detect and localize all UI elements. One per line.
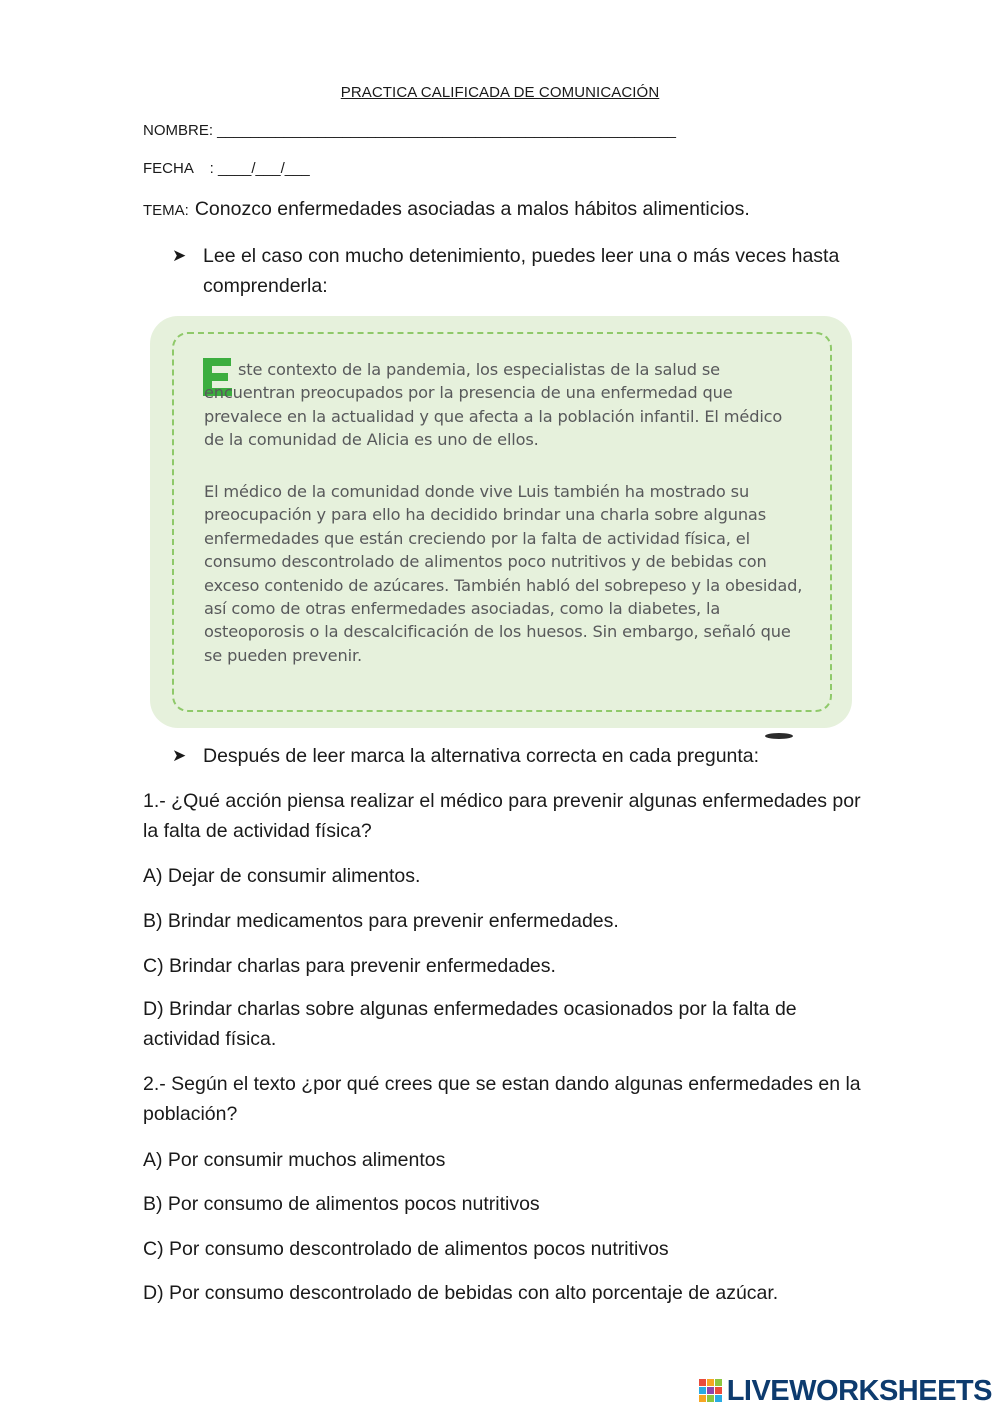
instruction-read-case — [172, 241, 852, 301]
question-1-option-a[interactable]: A) Dejar de consumir alimentos. — [143, 865, 421, 887]
ink-smudge — [765, 733, 793, 739]
case-paragraph-2: El médico de la comunidad donde vive Luis también ha mostrado su preocupación y para ello ha decidido brindar una charla sobre algunas enfermedades que están creciendo por la falta de actividad física, el consumo descontrolado de alimentos poco nutritivos y de bebidas con exceso contenido de azúcares. También habló del sobrepeso y la obesidad, así como de otras enfermedades asociadas, como la diabetes, la osteoporosis o la descalcificación de los huesos. Sin embargo, señaló que se pueden prevenir. — [204, 482, 803, 665]
name-line: NOMBRE: _______________________________________________________ — [143, 122, 676, 139]
question-2-option-d[interactable]: D) Por consumo descontrolado de bebidas con alto porcentaje de azúcar. — [143, 1282, 779, 1304]
liveworksheets-logo — [699, 1373, 992, 1409]
question-1-option-b[interactable]: B) Brindar medicamentos para prevenir enfermedades. — [143, 910, 619, 932]
question-1-option-d[interactable]: D) Brindar charlas sobre algunas enfermedades ocasionados por la falta de actividad física. — [143, 998, 797, 1050]
case-paragraph-1-text: ste contexto de la pandemia, los especialistas de la salud se encuentran preocupados por la presencia de una enfermedad que prevalece en la actualidad y que afecta a la población infantil. El médico de la comunidad de Alicia es uno de ellos. — [204, 360, 783, 450]
page-title: PRACTICA CALIFICADA DE COMUNICACIÓN — [340, 84, 660, 101]
liveworksheets-logo-icon — [699, 1379, 723, 1403]
question-1-option-c[interactable]: C) Brindar charlas para prevenir enfermedades. — [143, 955, 556, 977]
question-2-option-a[interactable]: A) Por consumir muchos alimentos — [143, 1149, 446, 1171]
topic-label: TEMA: — [143, 202, 189, 219]
date-line: FECHA : ____/___/___ — [143, 160, 310, 177]
arrow-bullet-icon: ➤ — [172, 246, 187, 265]
case-paragraph-1 — [204, 358, 804, 452]
instruction-read-case-text: Lee el caso con mucho detenimiento, puedes leer una o más veces hasta comprenderla: — [203, 245, 840, 297]
topic-text: Conozco enfermedades asociadas a malos hábitos alimenticios. — [194, 198, 750, 220]
question-2-option-c[interactable]: C) Por consumo descontrolado de alimentos pocos nutritivos — [143, 1238, 669, 1260]
question-2-option-b[interactable]: B) Por consumo de alimentos pocos nutritivos — [143, 1193, 540, 1215]
liveworksheets-logo-text: LIVEWORKSHEETS — [726, 1374, 992, 1407]
question-2: 2.- Según el texto ¿por qué crees que se estan dando algunas enfermedades en la población? — [143, 1073, 861, 1125]
instruction-after-reading-text: Después de leer marca la alternativa correcta en cada pregunta: — [203, 745, 760, 767]
arrow-bullet-icon: ➤ — [172, 746, 187, 765]
svg-text:E: E — [101, 256, 102, 257]
question-1: 1.- ¿Qué acción piensa realizar el médico para prevenir algunas enfermedades por la falta de actividad física? — [143, 790, 861, 842]
instruction-after-reading — [172, 741, 852, 771]
topic-line — [143, 198, 750, 221]
